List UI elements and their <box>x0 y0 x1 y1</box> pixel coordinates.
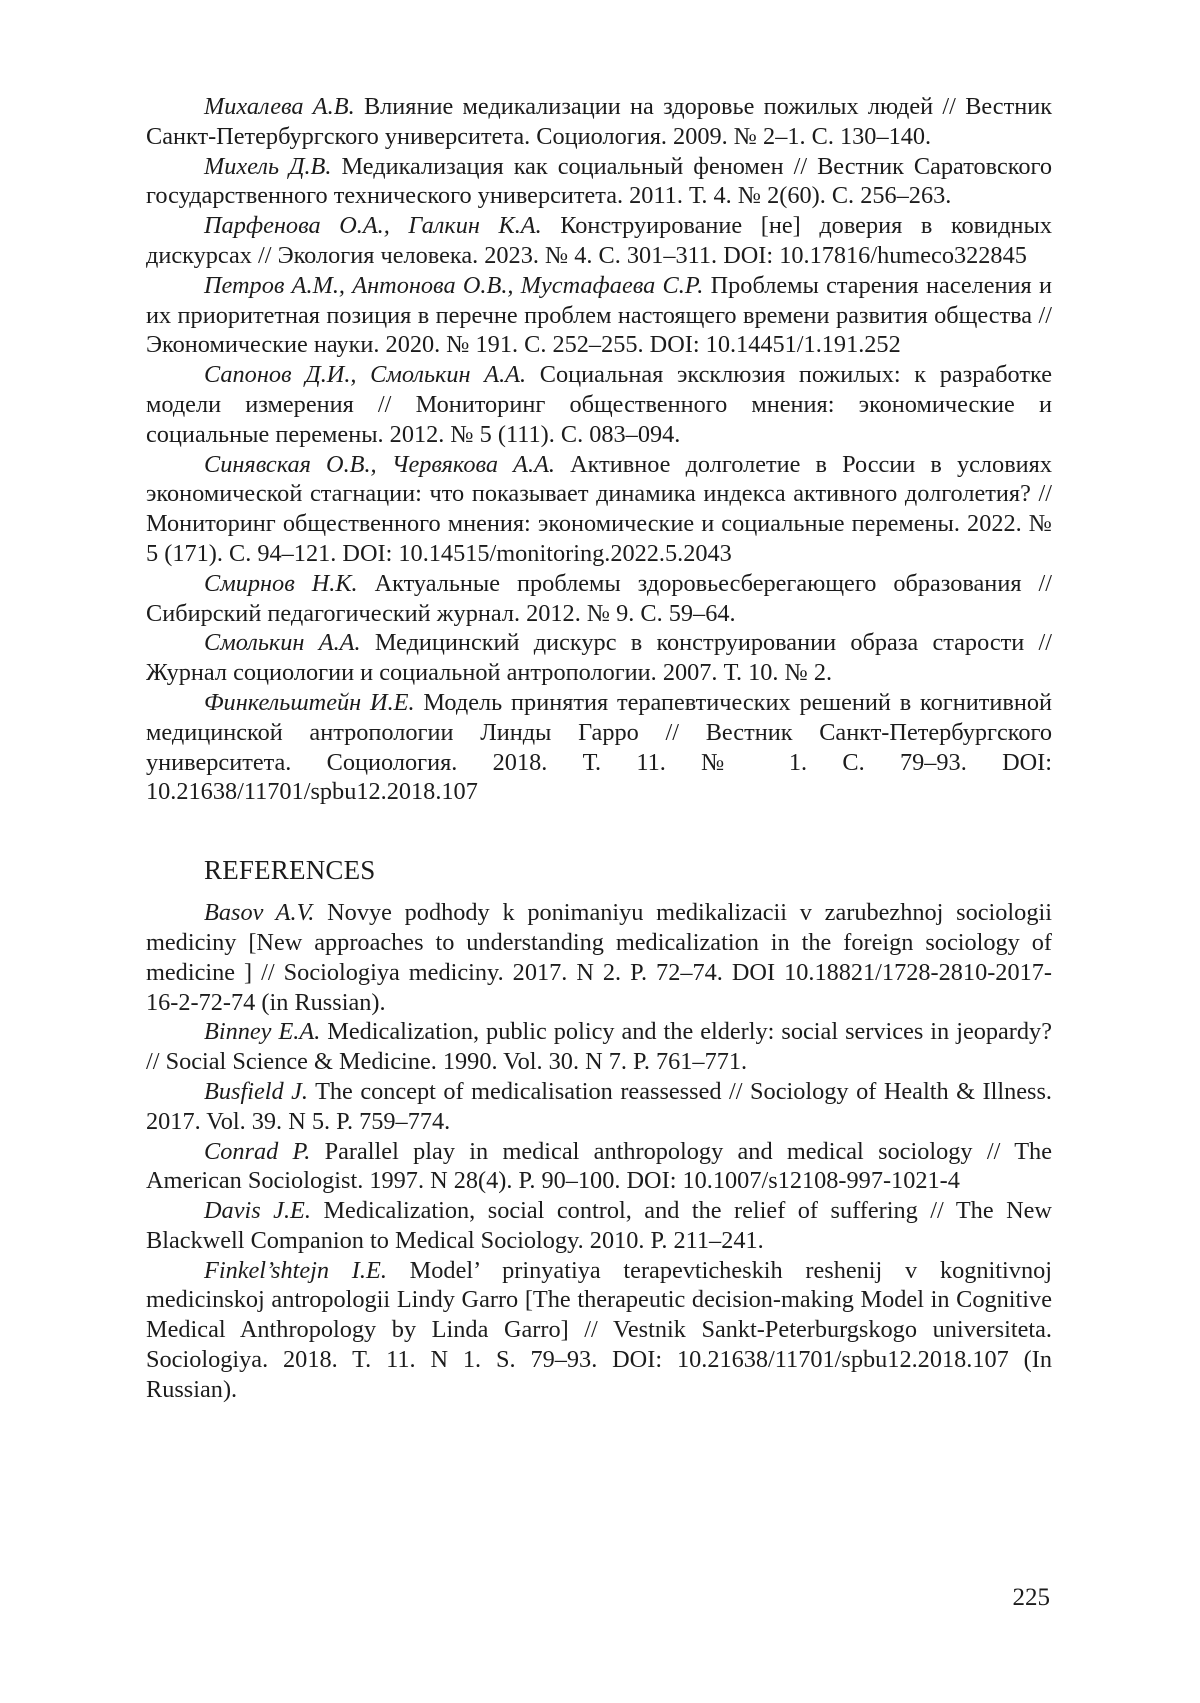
reference-text: Конструирование [не] доверия в ковидных дискурсах // Экология человека. 2023. № 4. С. 301–311. DOI: 10.17816/humeco322845 <box>146 212 1052 269</box>
page-number: 225 <box>1013 1584 1051 1612</box>
reference-text: Социальная эксклюзия пожилых: к разработке модели измерения // Мониторинг общественного мнения: экономические и социальные перемены. 2012. № 5 (111). С. 083–094. <box>146 361 1052 448</box>
reference-entry <box>146 688 1052 807</box>
english-reference-list <box>146 898 1052 1405</box>
reference-author: Finkel’shtejn I.E. <box>204 1257 387 1284</box>
reference-text: Актуальные проблемы здоровьесберегающего образования // Сибирский педагогический журнал. 2012. № 9. С. 59–64. <box>146 570 1052 627</box>
reference-author: Финкельштейн И.Е. <box>204 689 415 716</box>
reference-entry <box>146 898 1052 1017</box>
reference-author: Парфенова О.А., Галкин К.А. <box>204 212 542 239</box>
reference-entry <box>146 1137 1052 1197</box>
reference-author: Сапонов Д.И., Смолькин А.А. <box>204 361 526 388</box>
reference-author: Смолькин А.А. <box>204 629 361 656</box>
reference-entry <box>146 628 1052 688</box>
reference-text: Medicalization, public policy and the elderly: social services in jeopardy? // Social Science & Medicine. 1990. Vol. 30. N 7. P. 761–771. <box>146 1018 1052 1075</box>
references-heading: REFERENCES <box>204 854 1052 886</box>
reference-author: Busfield J. <box>204 1078 308 1105</box>
reference-text: Влияние медикализации на здоровье пожилых людей // Вестник Санкт-Петербургского университета. Социология. 2009. № 2–1. С. 130–140. <box>146 93 1052 150</box>
reference-entry <box>146 271 1052 360</box>
reference-entry <box>146 569 1052 629</box>
reference-text: Медицинский дискурс в конструировании образа старости // Журнал социологии и социальной антропологии. 2007. Т. 10. № 2. <box>146 629 1052 686</box>
reference-text: Model’ prinyatiya terapevticheskih reshenij v kognitivnoj medicinskoj antropologii Lindy Garro [The therapeutic decision-making Model in Cognitive Medical Anthropology by Linda Garro] // Vestnik Sankt-Peterburgskogo universiteta. Sociologiya. 2018. T. 11. N 1. S. 79–93. DOI: 10.21638/11701/spbu12.2018.107 (In Russian). <box>146 1257 1052 1403</box>
reference-author: Петров А.М., Антонова О.В., Мустафаева С.Р. <box>204 272 703 299</box>
reference-entry <box>146 360 1052 449</box>
reference-author: Смирнов Н.К. <box>204 570 358 597</box>
reference-text: Модель принятия терапевтических решений в когнитивной медицинской антропологии Линды Гарро // Вестник Санкт-Петербургского университета. Социология. 2018. Т. 11. № 1. С. 79–93. DOI: 10.21638/11701/spbu12.2018.107 <box>146 689 1052 805</box>
reference-entry <box>146 1256 1052 1405</box>
russian-reference-list <box>146 92 1052 807</box>
reference-text: The concept of medicalisation reassessed // Sociology of Health & Illness. 2017. Vol. 39. N 5. P. 759–774. <box>146 1078 1052 1135</box>
reference-author: Михалева А.В. <box>204 93 355 120</box>
reference-author: Basov A.V. <box>204 899 314 926</box>
reference-entry <box>146 1196 1052 1256</box>
reference-author: Михель Д.В. <box>204 153 331 180</box>
reference-entry <box>146 1017 1052 1077</box>
reference-author: Binney E.A. <box>204 1018 320 1045</box>
reference-entry <box>146 92 1052 152</box>
reference-text: Медикализация как социальный феномен // Вестник Саратовского государственного технического университета. 2011. Т. 4. № 2(60). С. 256–263. <box>146 153 1052 210</box>
reference-text: Проблемы старения населения и их приоритетная позиция в перечне проблем настоящего времени развития общества // Экономические науки. 2020. № 191. С. 252–255. DOI: 10.14451/1.191.252 <box>146 272 1052 359</box>
reference-text: Активное долголетие в России в условиях экономической стагнации: что показывает динамика индекса активного долголетия? // Мониторинг общественного мнения: экономические и социальные перемены. 2022. № 5 (171). С. 94–121. DOI: 10.14515/monitoring.2022.5.2043 <box>146 451 1052 567</box>
reference-author: Davis J.E. <box>204 1197 311 1224</box>
reference-author: Conrad P. <box>204 1138 310 1165</box>
page-body <box>146 92 1052 1405</box>
reference-entry <box>146 152 1052 212</box>
reference-entry <box>146 450 1052 569</box>
reference-entry <box>146 1077 1052 1137</box>
reference-text: Novye podhody k ponimaniyu medikalizacii v zarubezhnoj sociologii mediciny [New approaches to understanding medicalization in the foreign sociology of medicine ] // Sociologiya mediciny. 2017. N 2. P. 72–74. DOI 10.18821/1728-2810-2017-16-2-72-74 (in Russian). <box>146 899 1052 1015</box>
reference-author: Синявская О.В., Червякова А.А. <box>204 451 555 478</box>
reference-text: Medicalization, social control, and the relief of suffering // The New Blackwell Companion to Medical Sociology. 2010. P. 211–241. <box>146 1197 1052 1254</box>
reference-text: Parallel play in medical anthropology and medical sociology // The American Sociologist. 1997. N 28(4). P. 90–100. DOI: 10.1007/s12108-997-1021-4 <box>146 1138 1052 1195</box>
reference-entry <box>146 211 1052 271</box>
